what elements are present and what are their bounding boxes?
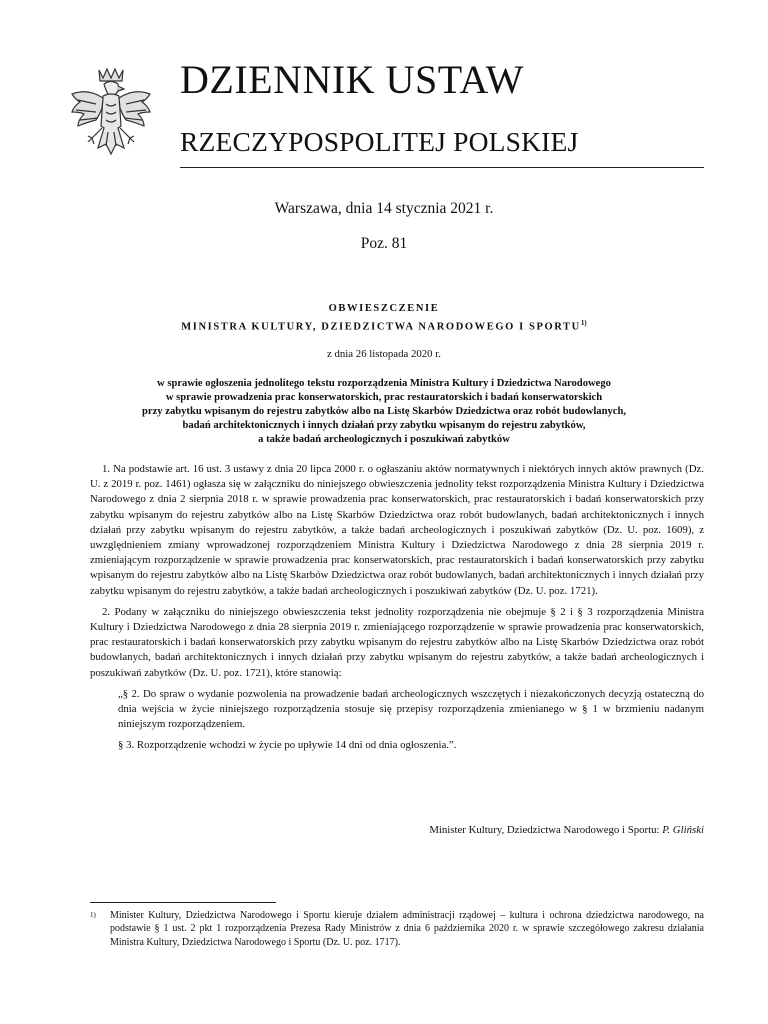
signature-role: Minister Kultury, Dziedzictwa Narodowego i Sportu: <box>429 824 660 836</box>
issue-place-date: Warszawa, dnia 14 stycznia 2021 r. <box>274 200 494 217</box>
signature-block <box>429 824 704 836</box>
journal-title: DZIENNIK USTAW <box>180 57 524 102</box>
subject-line: w sprawie prowadzenia prac konserwatorskich, prac restauratorskich i badań konserwatorskich <box>165 392 603 403</box>
quoted-section-3: § 3. Rozporządzenie wchodzi w życie po upływie 14 dni od dnia ogłoszenia.”. <box>118 739 457 752</box>
polish-eagle-emblem-icon <box>66 64 156 164</box>
subject-line: w sprawie ogłoszenia jednolitego tekstu rozporządzenia Ministra Kultury i Dziedzictwa Narodowego <box>157 378 611 389</box>
document-date: z dnia 26 listopada 2020 r. <box>327 348 441 360</box>
footnote <box>90 909 704 949</box>
header-divider <box>180 167 704 168</box>
subject-line: a także badań archeologicznych i poszukiwań zabytków <box>258 434 510 445</box>
journal-subtitle: RZECZYPOSPOLITEJ POLSKIEJ <box>180 126 579 157</box>
authority-name: MINISTRA KULTURY, DZIEDZICTWA NARODOWEGO I SPORTU <box>181 321 581 333</box>
document-type: OBWIESZCZENIE <box>328 303 440 314</box>
subject-line: przy zabytku wpisanym do rejestru zabytków albo na Listę Skarbów Dziedzictwa oraz robót budowlanych, <box>142 406 626 417</box>
quoted-section-2: „§ 2. Do spraw o wydanie pozwolenia na prowadzenie badań archeologicznych wszczętych i niezakończonych decyzją ostateczną do dnia wejścia w życie niniejszego rozporządzenia stosuje się przepisy rozporządzenia zmienianego w § 1 w brzmieniu nadanym niniejszym rozporządzeniem. <box>118 687 704 731</box>
document-heading <box>0 302 768 335</box>
authority-footnote-mark: 1) <box>580 319 587 327</box>
paragraph-2: 2. Podany w załączniku do niniejszego obwieszczenia tekst jednolity rozporządzenia nie obejmuje § 2 i § 3 rozporządzenia Ministra Kultury i Dziedzictwa Narodowego z dnia 28 sierpnia 2019 r. zmieniającego rozporządzenie w sprawie prowadzenia prac konserwatorskich, prac restauratorskich i badań konserwatorskich przy zabytku wpisanym do rejestru zabytków albo na Listę Skarbów Dziedzictwa oraz robót budowlanych, badań architektonicznych i innych działań przy zabytku wpisanym do rejestru zabytków, a także badań archeologicznych i poszukiwań zabytków (Dz. U. poz. 1721), które stanowią: <box>90 605 704 679</box>
document-body <box>90 462 704 760</box>
footnote-divider <box>90 902 276 903</box>
footnote-mark: 1) <box>90 911 96 919</box>
document-authority <box>0 316 768 335</box>
subject-line: badań architektonicznych i innych działań przy zabytku wpisanym do rejestru zabytków, <box>182 420 586 431</box>
issue-position: Poz. 81 <box>360 235 408 252</box>
paragraph-1: 1. Na podstawie art. 16 ust. 3 ustawy z dnia 20 lipca 2000 r. o ogłaszaniu aktów normatywnych i niektórych innych aktów prawnych (Dz. U. z 2019 r. poz. 1461) ogłasza się w załączniku do niniejszego obwieszczenia jednolity tekst rozporządzenia Ministra Kultury i Dziedzictwa Narodowego z dnia 2 sierpnia 2018 r. w sprawie prowadzenia prac konserwatorskich, prac restauratorskich i badań konserwatorskich przy zabytku wpisanym do rejestru zabytków albo na Listę Skarbów Dziedzictwa oraz robót budowlanych, badań architektonicznych i innych działań przy zabytku wpisanym do rejestru zabytków, a także badań archeologicznych i poszukiwań zabytków (Dz. U. poz. 1609), z uwzględnieniem zmiany wprowadzonej rozporządzeniem Ministra Kultury i Dziedzictwa Narodowego z dnia 28 sierpnia 2019 r. zmieniającym rozporządzenie w sprawie prowadzenia prac konserwatorskich, prac restauratorskich i badań konserwatorskich przy zabytku wpisanym do rejestru zabytków albo na Listę Skarbów Dziedzictwa oraz robót budowlanych, badań architektonicznych i innych działań przy zabytku wpisanym do rejestru zabytków, a także badań archeologicznych i poszukiwań zabytków (Dz. U. poz. 1721). <box>90 463 704 597</box>
signature-name: P. Gliński <box>662 824 704 836</box>
footnote-text: Minister Kultury, Dziedzictwa Narodowego i Sportu kieruje działem administracji rządowej – kultura i ochrona dziedzictwa narodowego, na podstawie § 1 ust. 2 pkt 1 rozporządzenia Prezesa Rady Ministrów z dnia 6 października 2020 r. w sprawie szczegółowego zakresu działania Ministra Kultury, Dziedzictwa Narodowego i Sportu (Dz. U. poz. 1717). <box>110 910 704 948</box>
document-subject <box>80 377 688 447</box>
